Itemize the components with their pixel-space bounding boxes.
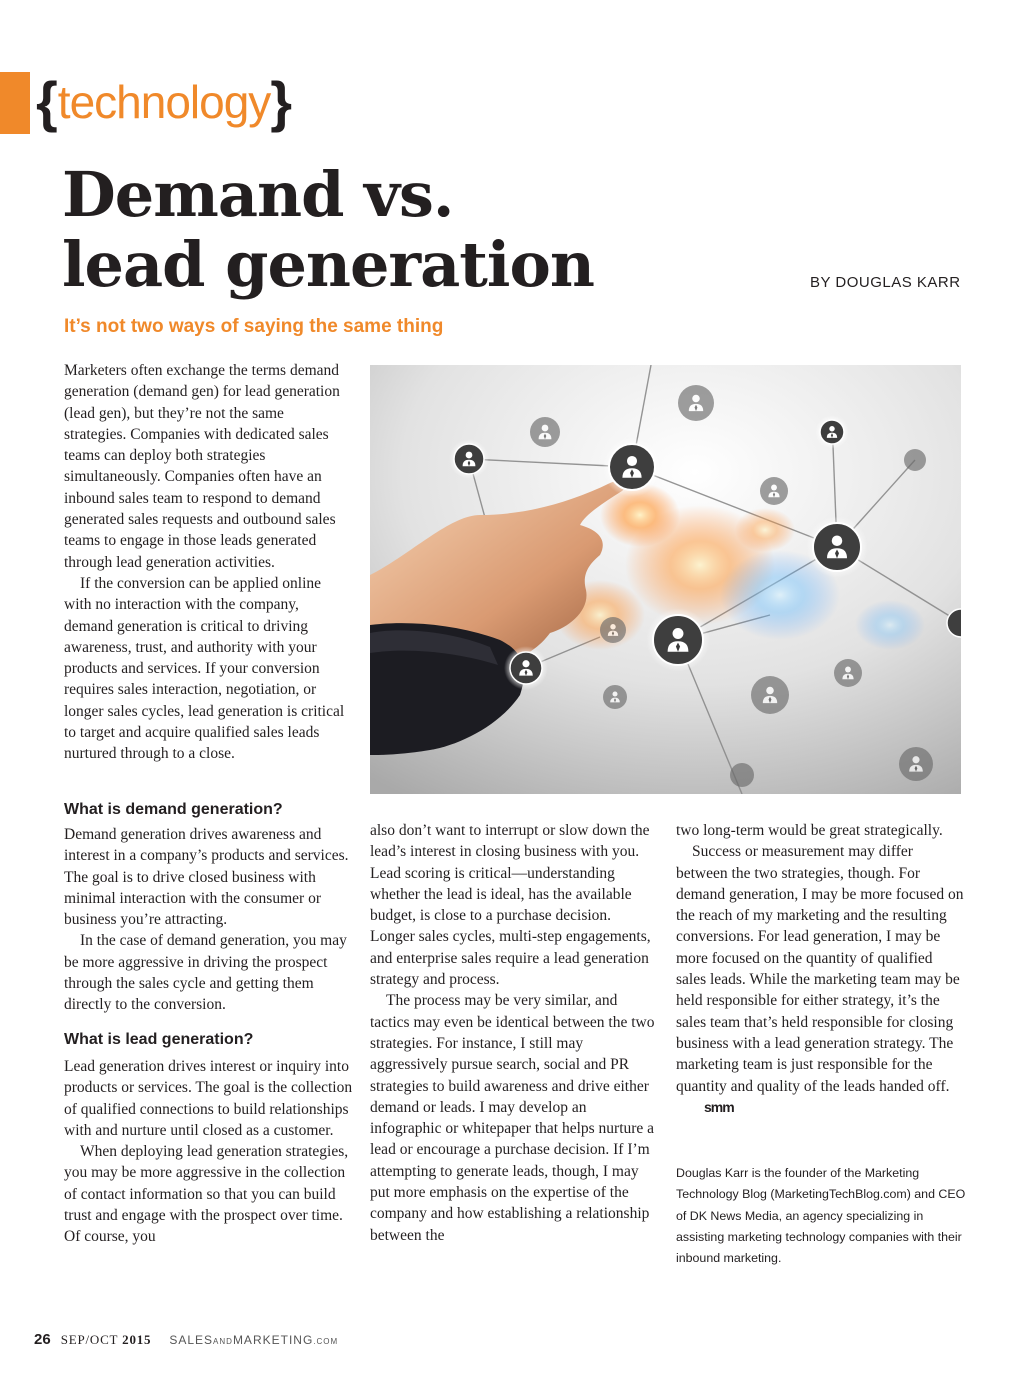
byline: BY DOUGLAS KARR	[810, 274, 961, 291]
article-subtitle: It’s not two ways of saying the same thing	[64, 316, 444, 337]
article-title	[62, 160, 762, 300]
heading-demand-generation: What is demand generation?	[64, 801, 283, 818]
section-label	[36, 66, 292, 138]
issue-year: 2015	[122, 1332, 152, 1347]
lead-section-text	[64, 1056, 354, 1248]
section-color-bar	[0, 72, 30, 134]
issue-month: SEP/OCT	[60, 1332, 119, 1347]
magazine-name-and: AND	[213, 1337, 233, 1346]
column-2-text	[370, 820, 655, 1246]
lead-paragraph-2: When deploying lead generation strategies, you may be more aggressive in the collection of contact information so that you can build trust and engage with the prospect over time. Of course, you	[64, 1143, 349, 1246]
page-footer	[34, 1331, 338, 1349]
section-bracket-open: {	[36, 70, 58, 133]
magazine-name-domain: .COM	[313, 1337, 339, 1346]
demand-paragraph-1: Demand generation drives awareness and interest in a company’s products and services. The goal is to drive closed business with minimal interaction with the consumer or business you’re attracting.	[64, 826, 349, 929]
title-line-1: Demand vs.	[62, 158, 454, 231]
intro-paragraph-1: Marketers often exchange the terms demand generation (demand gen) for lead generation (lead gen), but they’re not the same strategies. Companies with dedicated sales teams can deploy both strategies simultaneously. Companies often have an inbound sales team to respond to demand generated sales requests and outbound sales teams to engage in those leads generated through lead generation activities.	[64, 362, 340, 571]
column-3-paragraph-1: two long-term would be great strategically.	[676, 822, 943, 839]
intro-paragraph-2: If the conversion can be applied online with no interaction with the company, demand generation is critical to driving awareness, trust, and authority with your products and services. If your conversion requires sales interaction, negotiation, or longer sales cycles, lead generation is critical to target and acquire qualified sales leads nurtured through to a close.	[64, 574, 345, 763]
column-3-text	[676, 820, 966, 1118]
title-line-2: lead generation	[62, 228, 594, 301]
section-name: technology	[57, 76, 271, 128]
intro-text	[64, 360, 349, 765]
page-number: 26	[34, 1331, 51, 1348]
magazine-logo	[169, 1333, 338, 1347]
issue-date	[61, 1332, 152, 1347]
magazine-name-marketing: MARKETING	[232, 1333, 314, 1347]
heading-lead-generation: What is lead generation?	[64, 1031, 254, 1048]
author-bio: Douglas Karr is the founder of the Marketing Technology Blog (MarketingTechBlog.com) and CEO of DK News Media, an agency specializing in assisting marketing technology companies with their inbound marketing.	[676, 1166, 966, 1266]
column-2-paragraph-1: also don’t want to interrupt or slow down the lead’s interest in closing business with you. Lead scoring is critical—understanding whether the lead is ideal, has the available budget, is close to a purchase decision. Longer sales cycles, multi-step engagements, and enterprise sales require a lead generation strategy and process.	[370, 822, 651, 989]
column-2-paragraph-2: The process may be very similar, and tactics may even be identical between the two strategies. For instance, I still may aggressively pursue search, social and PR strategies to build awareness and drive either demand or leads. I may develop an infographic or whitepaper that helps nurture a lead or encourage a purchase decision. If I’m attempting to generate leads, though, I may put more emphasis on the expertise of the company and how establishing a relationship between the	[370, 992, 655, 1244]
network-hand-photo	[370, 365, 961, 794]
demand-paragraph-2: In the case of demand generation, you may be more aggressive in driving the prospect through the sales cycle and getting them directly to the conversion.	[64, 932, 347, 1014]
magazine-name-sales: SALES	[169, 1333, 214, 1347]
smm-end-mark-logo: smm	[704, 1098, 734, 1115]
lead-paragraph-1: Lead generation drives interest or inquiry into products or services. The goal is the collection of qualified connections to build relationships with and nurture until closed as a customer.	[64, 1058, 353, 1139]
demand-section-text	[64, 824, 354, 1016]
section-bracket-close: }	[270, 70, 293, 133]
column-3-paragraph-2-text: Success or measurement may differ between the two strategies, though. For demand generation, I may be more focused on the reach of my marketing and the resulting conversions. For lead generation, I may be more focused on the quantity of qualified sales leads. While the marketing team may be held responsible for either strategy, it’s the sales team that’s held responsible for closing business with a lead generation strategy. The marketing team is just responsible for the quantity and quality of the leads handed off.	[676, 843, 964, 1095]
column-3-paragraph-2	[676, 841, 966, 1118]
